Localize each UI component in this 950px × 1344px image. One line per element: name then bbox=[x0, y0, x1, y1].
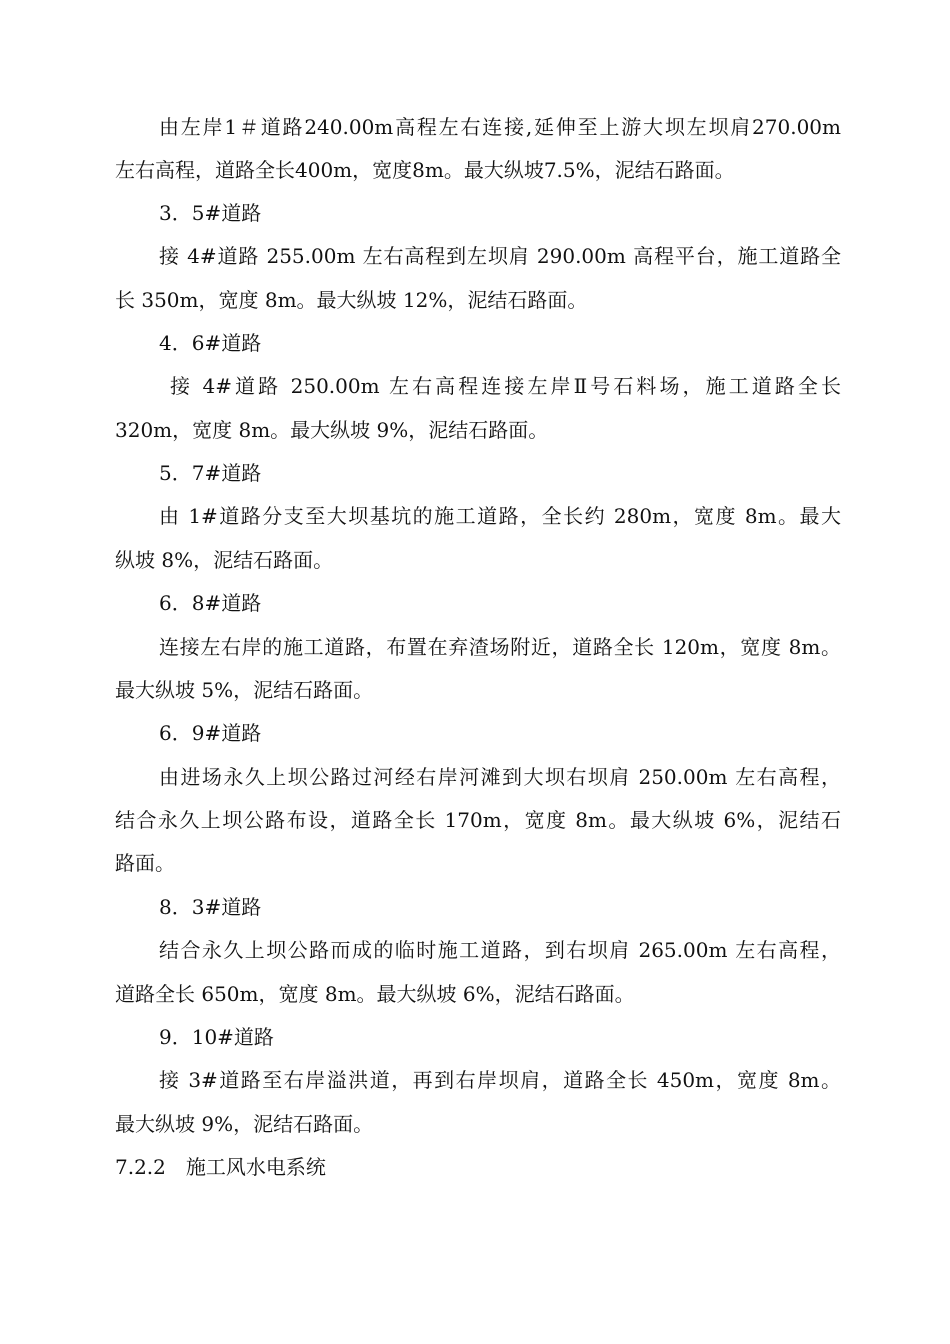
paragraph-line: 由 1#道路分支至大坝基坑的施工道路，全长约 280m，宽度 8m。最大 bbox=[159, 504, 841, 528]
paragraph-line: 结合永久上坝公路布设，道路全长 170m，宽度 8m。最大纵坡 6%，泥结石 bbox=[115, 808, 841, 832]
paragraph-line: 长 350m，宽度 8m。最大纵坡 12%，泥结石路面。 bbox=[115, 288, 588, 312]
road-heading: 6．9#道路 bbox=[159, 721, 262, 745]
paragraph-line: 由进场永久上坝公路过河经右岸河滩到大坝右坝肩 250.00m 左右高程， bbox=[159, 765, 841, 789]
paragraph-line: 由左岸1＃道路240.00m高程左右连接,延伸至上游大坝左坝肩270.00m bbox=[159, 115, 841, 139]
paragraph-line: 纵坡 8%，泥结石路面。 bbox=[115, 548, 334, 572]
paragraph-line: 结合永久上坝公路而成的临时施工道路，到右坝肩 265.00m 左右高程， bbox=[159, 938, 841, 962]
paragraph-line: 320m，宽度 8m。最大纵坡 9%，泥结石路面。 bbox=[115, 418, 549, 442]
road-heading: 9．10#道路 bbox=[159, 1025, 274, 1049]
road-heading: 4．6#道路 bbox=[159, 331, 262, 355]
paragraph-line: 连接左右岸的施工道路，布置在弃渣场附近，道路全长 120m，宽度 8m。 bbox=[159, 635, 841, 659]
paragraph-line: 路面。 bbox=[115, 851, 175, 875]
paragraph-line: 接 4#道路 255.00m 左右高程到左坝肩 290.00m 高程平台，施工道路全 bbox=[159, 244, 841, 268]
paragraph-line: 接 4#道路 250.00m 左右高程连接左岸Ⅱ号石料场，施工道路全长 bbox=[170, 374, 841, 398]
paragraph-line: 最大纵坡 5%，泥结石路面。 bbox=[115, 678, 374, 702]
road-heading: 8．3#道路 bbox=[159, 895, 262, 919]
road-heading: 6．8#道路 bbox=[159, 591, 262, 615]
road-heading: 3．5#道路 bbox=[159, 201, 262, 225]
paragraph-line: 道路全长 650m，宽度 8m。最大纵坡 6%，泥结石路面。 bbox=[115, 982, 635, 1006]
paragraph-line: 最大纵坡 9%，泥结石路面。 bbox=[115, 1112, 374, 1136]
paragraph-line: 接 3#道路至右岸溢洪道，再到右岸坝肩，道路全长 450m，宽度 8m。 bbox=[159, 1068, 841, 1092]
section-heading: 7.2.2 施工风水电系统 bbox=[115, 1155, 326, 1179]
paragraph-line: 左右高程，道路全长400m，宽度8m。最大纵坡7.5%，泥结石路面。 bbox=[115, 158, 735, 182]
road-heading: 5．7#道路 bbox=[159, 461, 262, 485]
